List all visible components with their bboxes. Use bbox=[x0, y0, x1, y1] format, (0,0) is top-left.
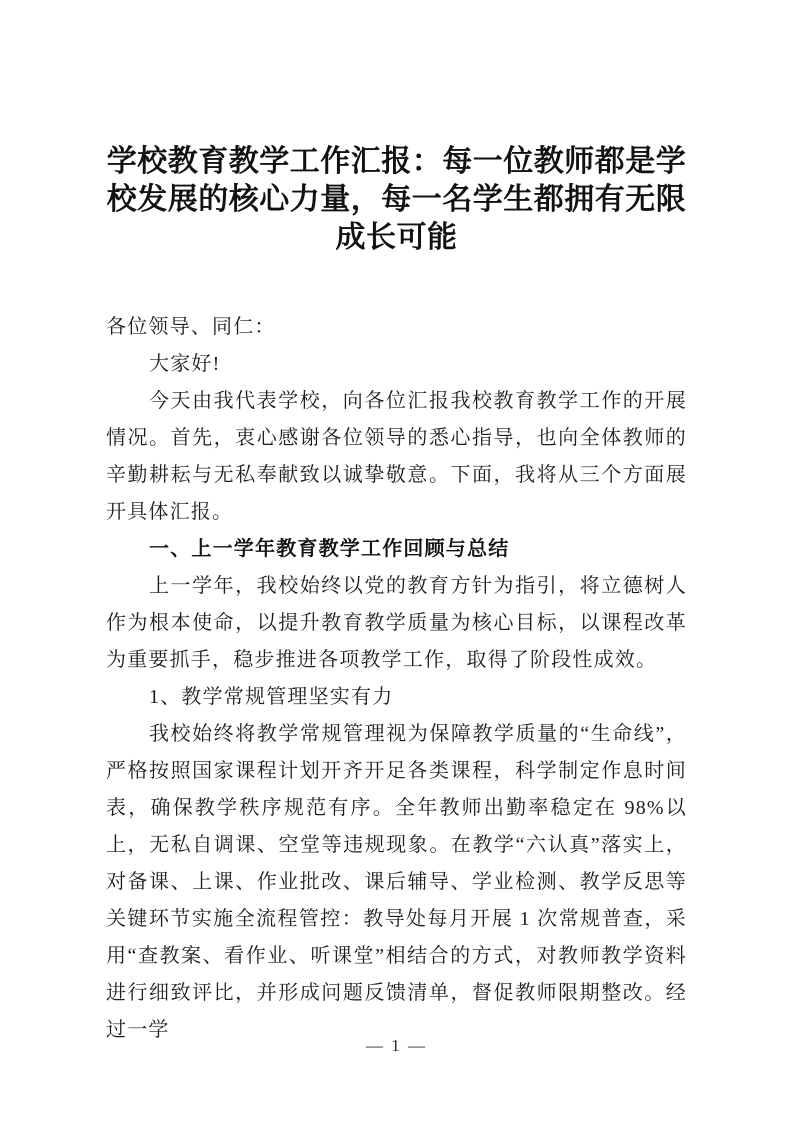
page-number: — 1 — bbox=[366, 1036, 427, 1055]
section-1-heading: 一、上一学年教育教学工作回顾与总结 bbox=[149, 538, 510, 560]
subsection-1-heading: 1、教学常规管理坚实有力 bbox=[149, 686, 394, 708]
subsection-1-body-paragraph: 我校始终将教学常规管理视为保障教学质量的“生命线”，严格按照国家课程计划开齐开足各类课程，科学制定作息时间表，确保教学秩序规范有序。全年教师出勤率稳定在 98%以上，无私自调课、空堂等违规现象。在教学“六认真”落实上，对备课、上课、作业批改、课后辅导、学业检测、教学反思等关键环节实施全流程管控：教导处每月开展 1 次常规普查，采用“查教案、看作业、听课堂”相结合的方式，对教师教学资料进行细致评比，并形成问题反馈清单，督促教师限期整改。经过一学 bbox=[106, 723, 687, 1041]
intro-paragraph: 今天由我代表学校，向各位汇报我校教育教学工作的开展情况。首先，衷心感谢各位领导的悉心指导，也向全体教师的辛勤耕耘与无私奉献致以诚挚敬意。下面，我将从三个方面展开具体汇报。 bbox=[106, 390, 687, 523]
document-title: 学校教育教学工作汇报：每一位教师都是学校发展的核心力量，每一名学生都拥有无限成长可能 bbox=[106, 145, 687, 254]
salutation-line: 各位领导、同仁： bbox=[106, 316, 276, 338]
greeting-line: 大家好! bbox=[149, 353, 221, 375]
section-1-overview-paragraph: 上一学年，我校始终以党的教育方针为指引，将立德树人作为根本使命，以提升教育教学质量为核心目标，以课程改革为重要抓手，稳步推进各项教学工作，取得了阶段性成效。 bbox=[106, 575, 687, 671]
document-body bbox=[106, 143, 687, 1049]
